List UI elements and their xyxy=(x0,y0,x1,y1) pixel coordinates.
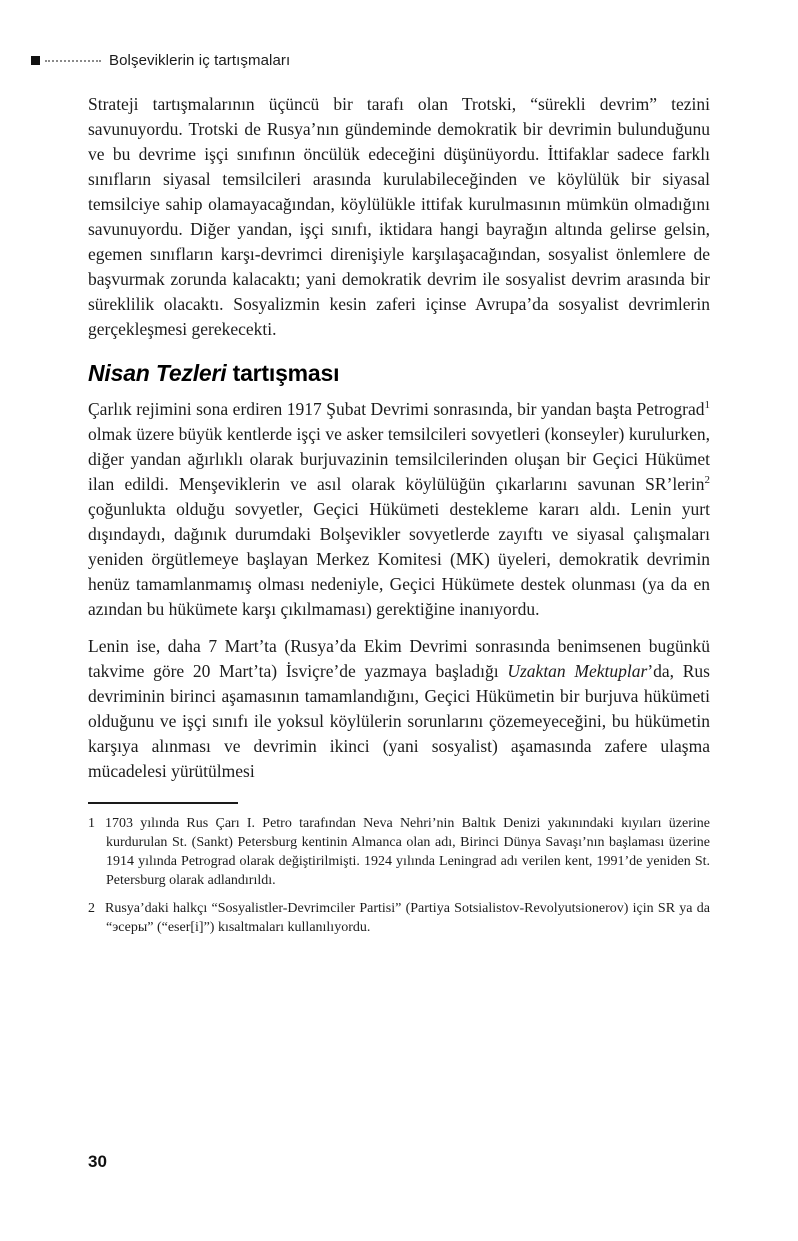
paragraph-trotski-strategy: Strateji tartışmalarının üçüncü bir tarafı olan Trotski, “sürekli devrim” tezini savunuyordu. Trotski de Rusya’nın gündeminde demokratik bir devrimin bulunduğunu ve bu devrime işçi sınıfının öncülük edeceğini düşünüyordu. İttifaklar sadece farklı sınıfların siyasal temsilcileri arasında kurulabileceğinden ve köylülük bir siyasal temsilciye sahip olamayacağından, köylülükle ittifak kurulmasının mümkün olmadığını savunuyordu. Diğer yandan, işçi sınıfı, iktidara hangi bayrağın altında gelirse gelsin, egemen sınıfların karşı-devrimci direnişiyle karşılaşacağından, sosyalist önlemlere de başvurmak zorunda kalacaktı; yani demokratik devrim ile sosyalist devrim arasında bir süreklilik olacaktı. Sosyalizmin kesin zaferi içinse Avrupa’da sosyalist devrimlerin gerçekleşmesi gerekecekti. xyxy=(88,94,710,339)
paragraph-subat-devrimi xyxy=(88,397,710,622)
footnote-text: 1703 yılında Rus Çarı I. Petro tarafından Neva Nehri’nin Baltık Denizi yakınındaki kıyıları üzerine kurdurulan St. (Sankt) Petersburg kentinin Almanca olan adı, Birinci Dünya Savaşı’nın başlaması üzerine 1914 yılında Petrograd olarak değiştirilmişti. 1924 yılında Leningrad adı verilen kent, 1991’de yeniden St. Petersburg olarak adlandırıldı. xyxy=(105,816,710,888)
footnote-1 xyxy=(88,814,710,890)
footnote-divider xyxy=(88,802,238,804)
footnote-ref-2: 2 xyxy=(704,474,710,487)
section-heading xyxy=(88,360,710,387)
square-bullet-icon xyxy=(31,56,40,65)
running-head-title: Bolşeviklerin iç tartışmaları xyxy=(109,52,291,69)
footnote-2 xyxy=(88,899,710,937)
footnote-text: Rusya’daki halkçı “Sosyalistler-Devrimciler Partisi” (Partiya Sotsialistov-Revolyutsionerov) için SR ya da “эсеры” (“eser[i]”) kısaltmaları kullanılıyordu. xyxy=(105,901,710,935)
page-number: 30 xyxy=(88,1152,107,1171)
footnote-ref-1: 1 xyxy=(704,399,710,412)
footnote-number: 1 xyxy=(88,816,95,831)
running-head xyxy=(31,52,710,69)
section-heading-regular: tartışması xyxy=(226,360,340,386)
dotted-leader-line xyxy=(45,60,101,62)
paragraph-text: ’da, Rus devriminin birinci aşamasının tamamlandığını, Geçici Hükümetin bir burjuva hükümeti olduğunu ve işçi sınıfı ile yoksul köylülerin sorunlarını çözemeyeceğini, bu hükümetin karşıya alınması ve devrimin ikinci (yani sosyalist) aşamasında zafere ulaşma mücadelesi yürütülmesi xyxy=(88,661,710,781)
footnote-number: 2 xyxy=(88,901,95,916)
paragraph-text: çoğunlukta olduğu sovyetler, Geçici Hükümeti destekleme kararı aldı. Lenin yurt dışındaydı, dağınık durumdaki Bolşevikler sovyetlerde zayıftı ve siyasal çalışmaları yeniden örgütlemeye başlayan Merkez Komitesi (MK) üyeleri, demokratik devrimin henüz tamamlanmamış olması nedeniyle, Geçici Hükümete destek olunması (ya da en azından bu hükümete karşı çıkılmaması) gerektiğine inanıyordu. xyxy=(88,499,710,619)
book-title-italic: Uzaktan Mektuplar xyxy=(507,661,648,681)
paragraph-text: Lenin ise, daha 7 Mart’ta (Rusya’da Ekim Devrimi sonrasında benimsenen bugünkü takvime göre 20 Mart’ta) İsviçre’de yazmaya başladığı xyxy=(88,636,710,681)
paragraph-lenin-letters xyxy=(88,634,710,784)
paragraph-text: olmak üzere büyük kentlerde işçi ve asker temsilcileri sovyetleri (konseyler) kurulurken, diğer yandan ağırlıklı olarak burjuvazinin temsilcilerinden oluşan bir Geçici Hükümet ilan edildi. Menşeviklerin ve asıl olarak köylülüğün çıkarlarını savunan SR’lerin xyxy=(88,424,710,494)
page-content xyxy=(88,92,710,946)
paragraph-text: Çarlık rejimini sona erdiren 1917 Şubat Devrimi sonrasında, bir yandan başta Petrograd xyxy=(88,399,705,419)
section-heading-italic: Nisan Tezleri xyxy=(88,360,227,386)
